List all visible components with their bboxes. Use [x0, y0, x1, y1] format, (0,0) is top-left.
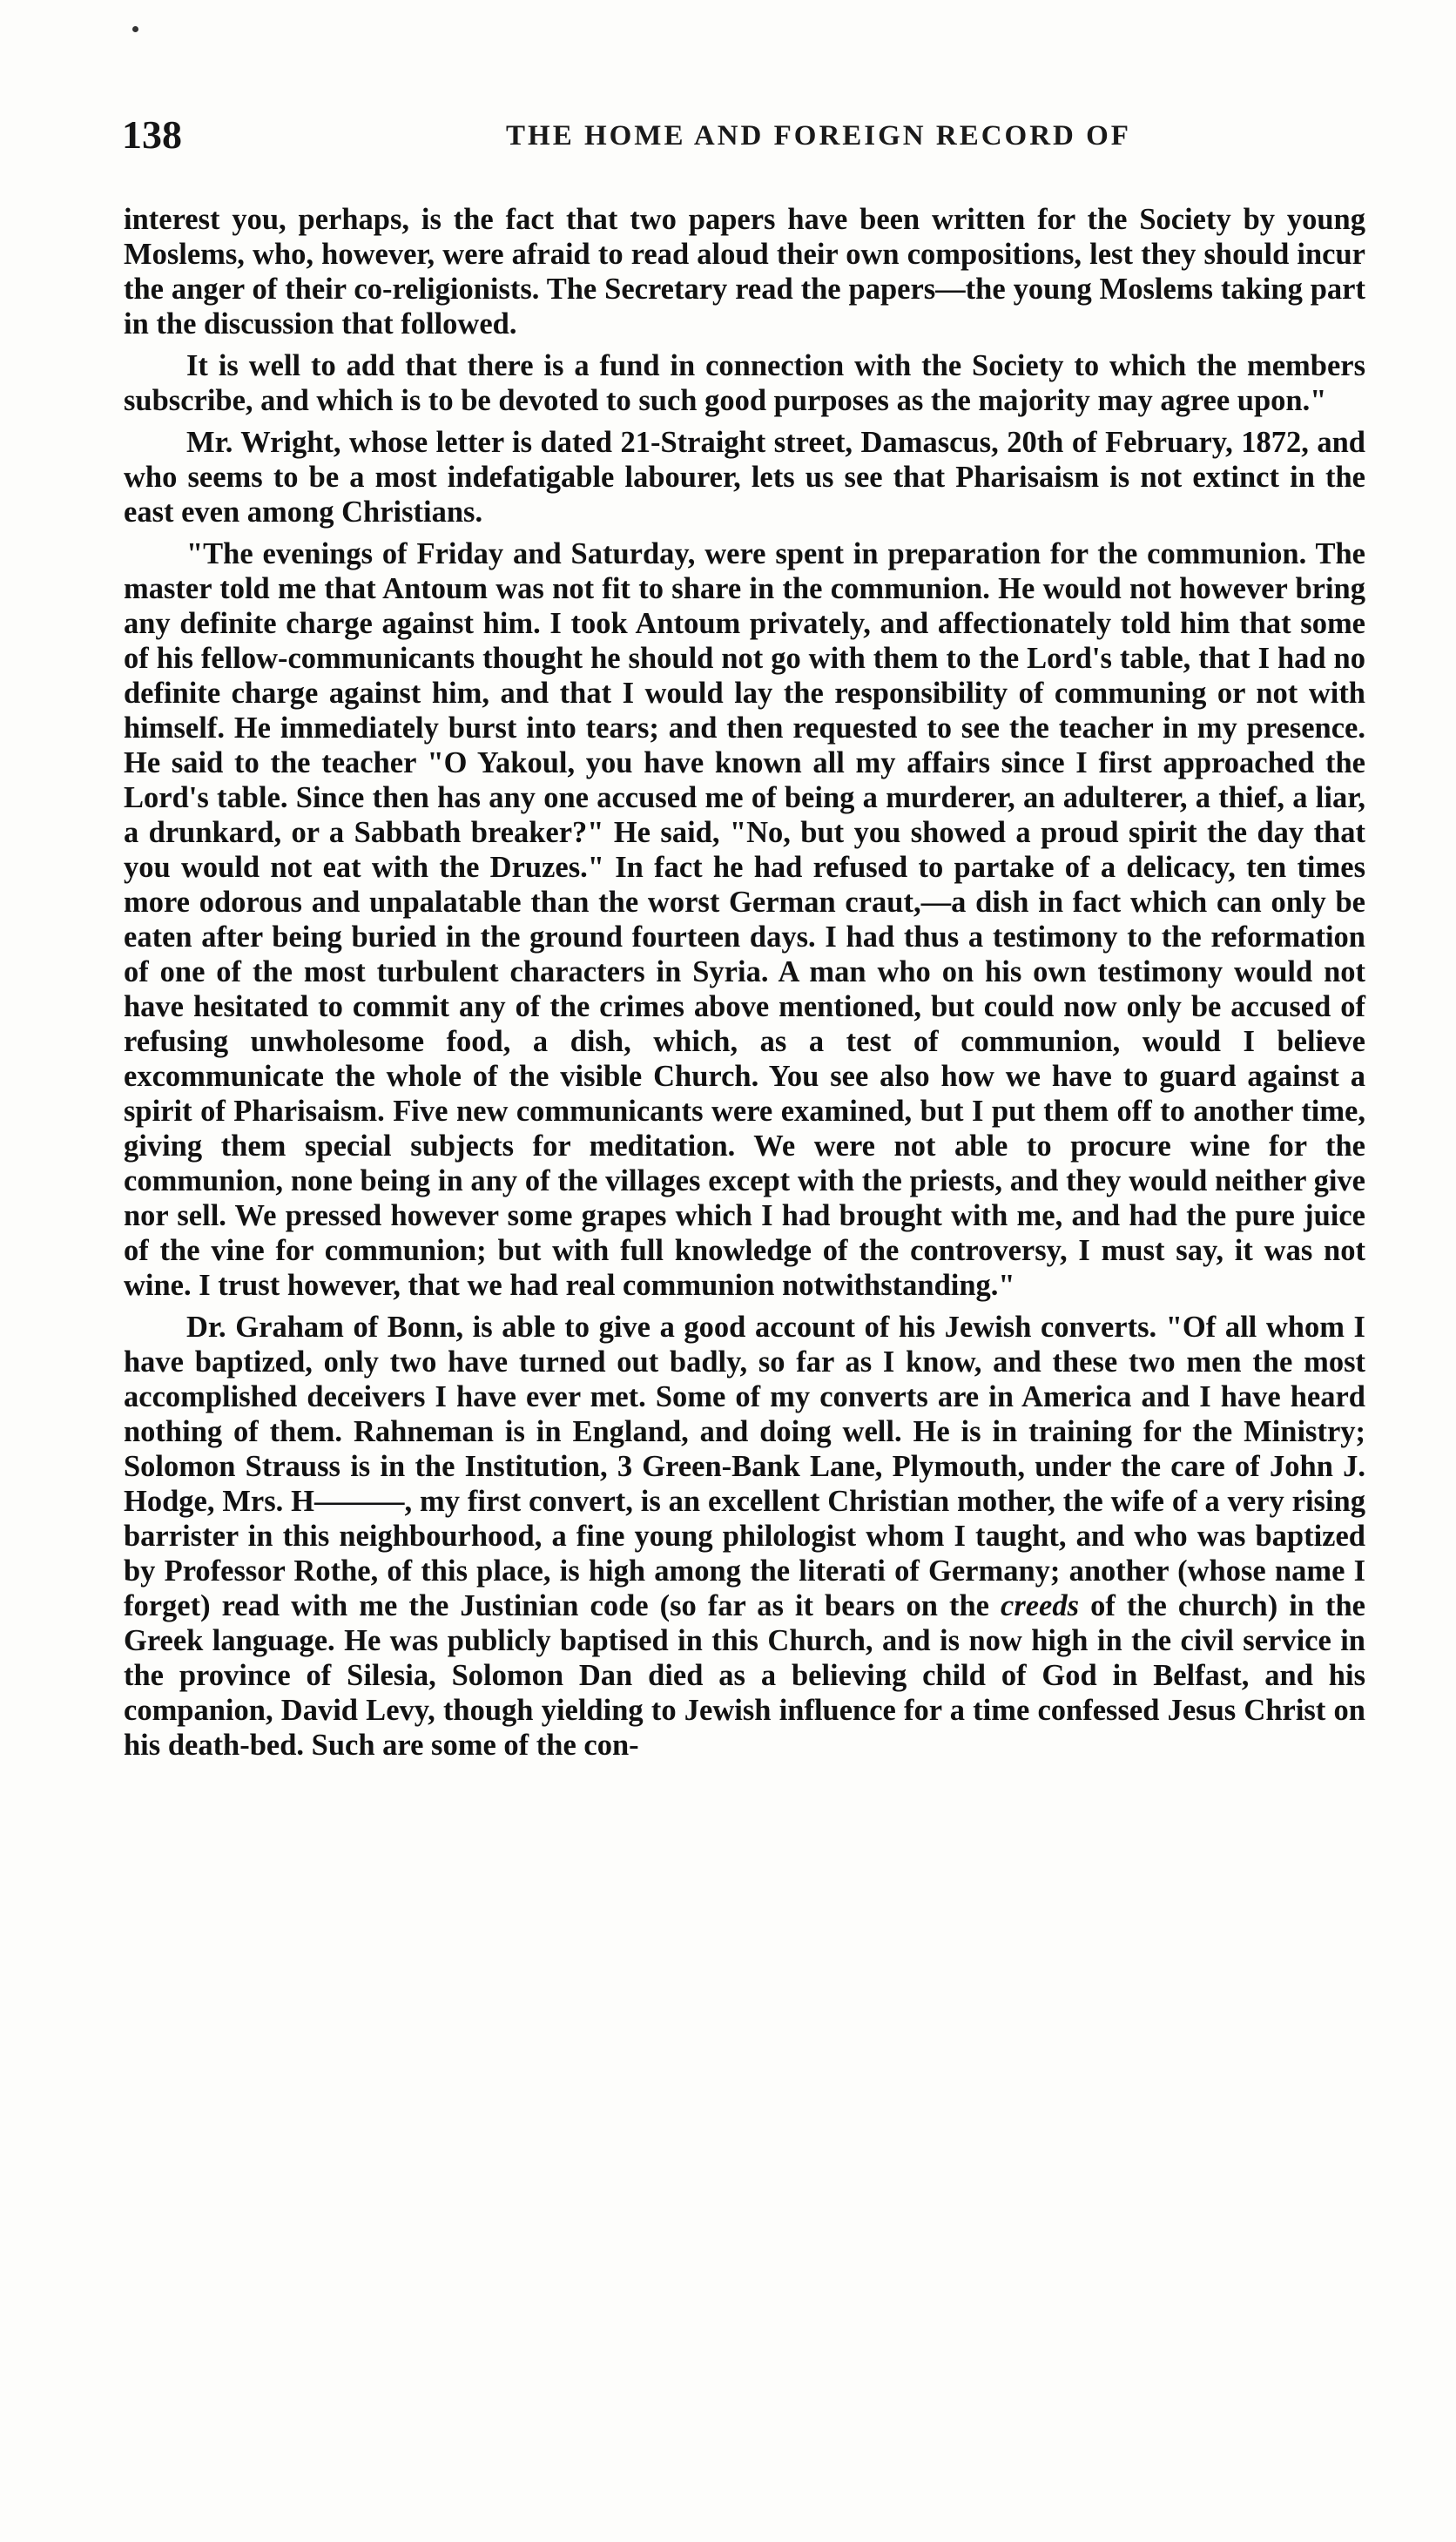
paragraph-fund: It is well to add that there is a fund in connection with the Society to which the members subscribe, and which is to be devoted to such good purposes as the majority may agree upon.": [124, 349, 1365, 417]
graham-italic-word: creeds: [1001, 1589, 1080, 1622]
print-speck: [132, 26, 138, 32]
paragraph-continuation: interest you, perhaps, is the fact that two papers have been written for the Society by young Moslems, who, however, were afraid to read aloud their own compositions, lest they should incur the anger of their co-religionists. The Secretary read the papers—the young Moslems taking part in the discussion that followed.: [124, 203, 1365, 341]
paragraph-wright-letter: Mr. Wright, whose letter is dated 21-Straight street, Damascus, 20th of February, 1872, and who seems to be a most indefatigable labourer, lets us see that Pharisaism is not extinct in the east even among Christians.: [124, 426, 1365, 529]
running-title: THE HOME AND FOREIGN RECORD OF: [506, 120, 1131, 152]
paragraph-communion-account: "The evenings of Friday and Saturday, were spent in preparation for the communion. The master told me that Antoum was not fit to share in the communion. He would not however bring any definite charge against him. I took Antoum privately, and affectionately told him that some of his fellow-communicants thought he should not go with them to the Lord's table, that I had no definite charge against him, and that I would lay the responsibility of communing or not with himself. He immediately burst into tears; and then requested to see the teacher in my presence. He said to the teacher "O Yakoul, you have known all my affairs since I first approached the Lord's table. Since then has any one accused me of being a murderer, an adulterer, a thief, a liar, a drunkard, or a Sabbath breaker?" He said, "No, but you showed a proud spirit the day that you would not eat with the Druzes." In fact he had refused to partake of a delicacy, ten times more odorous and unpalatable than the worst German craut,—a dish in fact which can only be eaten after being buried in the ground fourteen days. I had thus a testimony to the reformation of one of the most turbulent characters in Syria. A man who on his own testimony would not have hesitated to commit any of the crimes above mentioned, but could now only be accused of refusing unwholesome food, a dish, which, as a test of communion, would I believe excommunicate the whole of the visible Church. You see also how we have to guard against a spirit of Pharisaism. Five new communicants were examined, but I put them off to another time, giving them special subjects for meditation. We were not able to procure wine for the communion, none being in any of the villages except with the priests, and they would neither give nor sell. We pressed however some grapes which I had brought with me, and had the pure juice of the vine for communion; but with full knowledge of the controversy, I must say, it was not wine. I trust however, that we had real communion notwithstanding.": [124, 537, 1365, 1302]
body-text: [124, 202, 1365, 1770]
graham-text-before: Dr. Graham of Bonn, is able to give a good account of his Jewish converts. "Of all whom I have baptized, only two have turned out badly, so far as I know, and these two men the most accomplished deceivers I have ever met. Some of my converts are in America and I have heard nothing of them. Rahneman is in England, and doing well. He is in training for the Ministry; Solomon Strauss is in the Institution, 3 Green-Bank Lane, Plymouth, under the care of John J. Hodge, Mrs. H———, my first convert, is an excellent Christian mother, the wife of a very rising barrister in this neighbourhood, a fine young philologist whom I taught, and who was baptized by Professor Rothe, of this place, is high among the literati of Germany; another (whose name I forget) read with me the Justinian code (so far as it bears on the: [124, 1311, 1365, 1622]
paragraph-graham-converts: [124, 1310, 1365, 1763]
graham-text-after: of the church) in the Greek language. He was publicly baptised in this Church, and is now high in the civil service in the province of Silesia, Solomon Dan died as a believing child of God in Belfast, and his companion, David Levy, though yielding to Jewish influence for a time confessed Jesus Christ on his death-bed. Such are some of the con-: [124, 1589, 1365, 1762]
running-head: [122, 111, 1376, 164]
page-number: 138: [122, 112, 182, 157]
